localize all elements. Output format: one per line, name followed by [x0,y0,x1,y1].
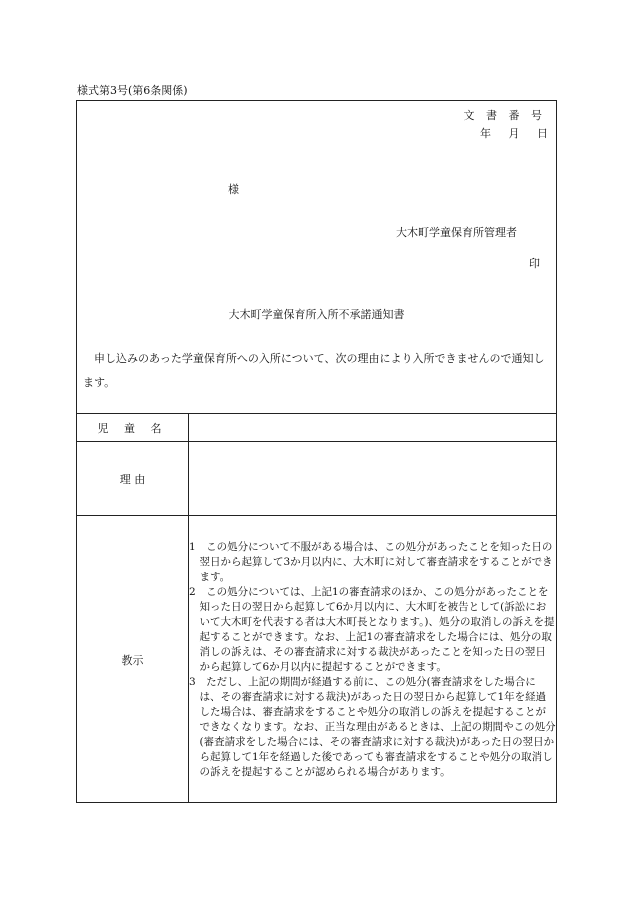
details-table [77,413,556,803]
reason-label: 理 由 [77,442,189,516]
child-name-row [77,414,556,442]
sender-name: 大木町学童保育所管理者 [396,226,517,239]
notice-row [77,516,556,804]
notice-body-text: 申し込みのあった学童保育所への入所について、次の理由により入所できませんので通知します。 [83,352,545,389]
notice-label: 教示 [77,516,189,804]
note-item: 3 ただし、上記の期間が経過する前に、この処分(審査請求をした場合には、その審査請求に対する裁決)があった日の翌日から起算して1年を経過した場合は、審査請求をすることや処分の取消しの訴えを提起することができなくなります。なお、正当な理由があるときは、上記の期間やこの処分(審査請求をした場合には、その審査請求に対する裁決)があった日の翌日から起算して1年を経過した後であっても審査請求をすることや処分の取消しの訴えを提起することが認められる場合があります。 [189,675,556,778]
child-name-label: 児 童 名 [77,414,189,442]
reason-value [189,442,557,516]
reason-row [77,442,556,516]
form-number-label: 様式第3号(第6条関係) [77,84,188,97]
document-number-label: 文 書 番 号 [463,109,546,122]
seal-mark: 印 [529,257,540,270]
date-line [466,125,548,141]
date-month-label: 月 [508,127,520,140]
date-day-label: 日 [537,127,548,140]
note-item: 1 この処分について不服がある場合は、この処分があったことを知った日の翌日から起算して3か月以内に、大木町に対して審査請求をすることができます。 [189,540,553,583]
notice-notes [189,516,557,804]
date-year-label: 年 [480,127,491,140]
note-item: 2 この処分については、上記1の審査請求のほか、この処分があったことを知った日の翌日から起算して6か月以内に、大木町を被告として(訴訟において大木町を代表する者は大木町長となります。)、処分の取消しの訴えを提起することができます。なお、上記1の審査請求をした場合には、処分の取消しの訴えは、その審査請求に対する裁決があったことを知った日の翌日から起算して6か月以内に提起することができます。 [189,585,555,673]
child-name-value [189,414,557,442]
notice-form-frame [76,100,557,803]
document-title: 大木町学童保育所入所不承諾通知書 [228,308,405,321]
notice-header-section [77,101,556,413]
addressee-suffix: 様 [228,183,239,196]
